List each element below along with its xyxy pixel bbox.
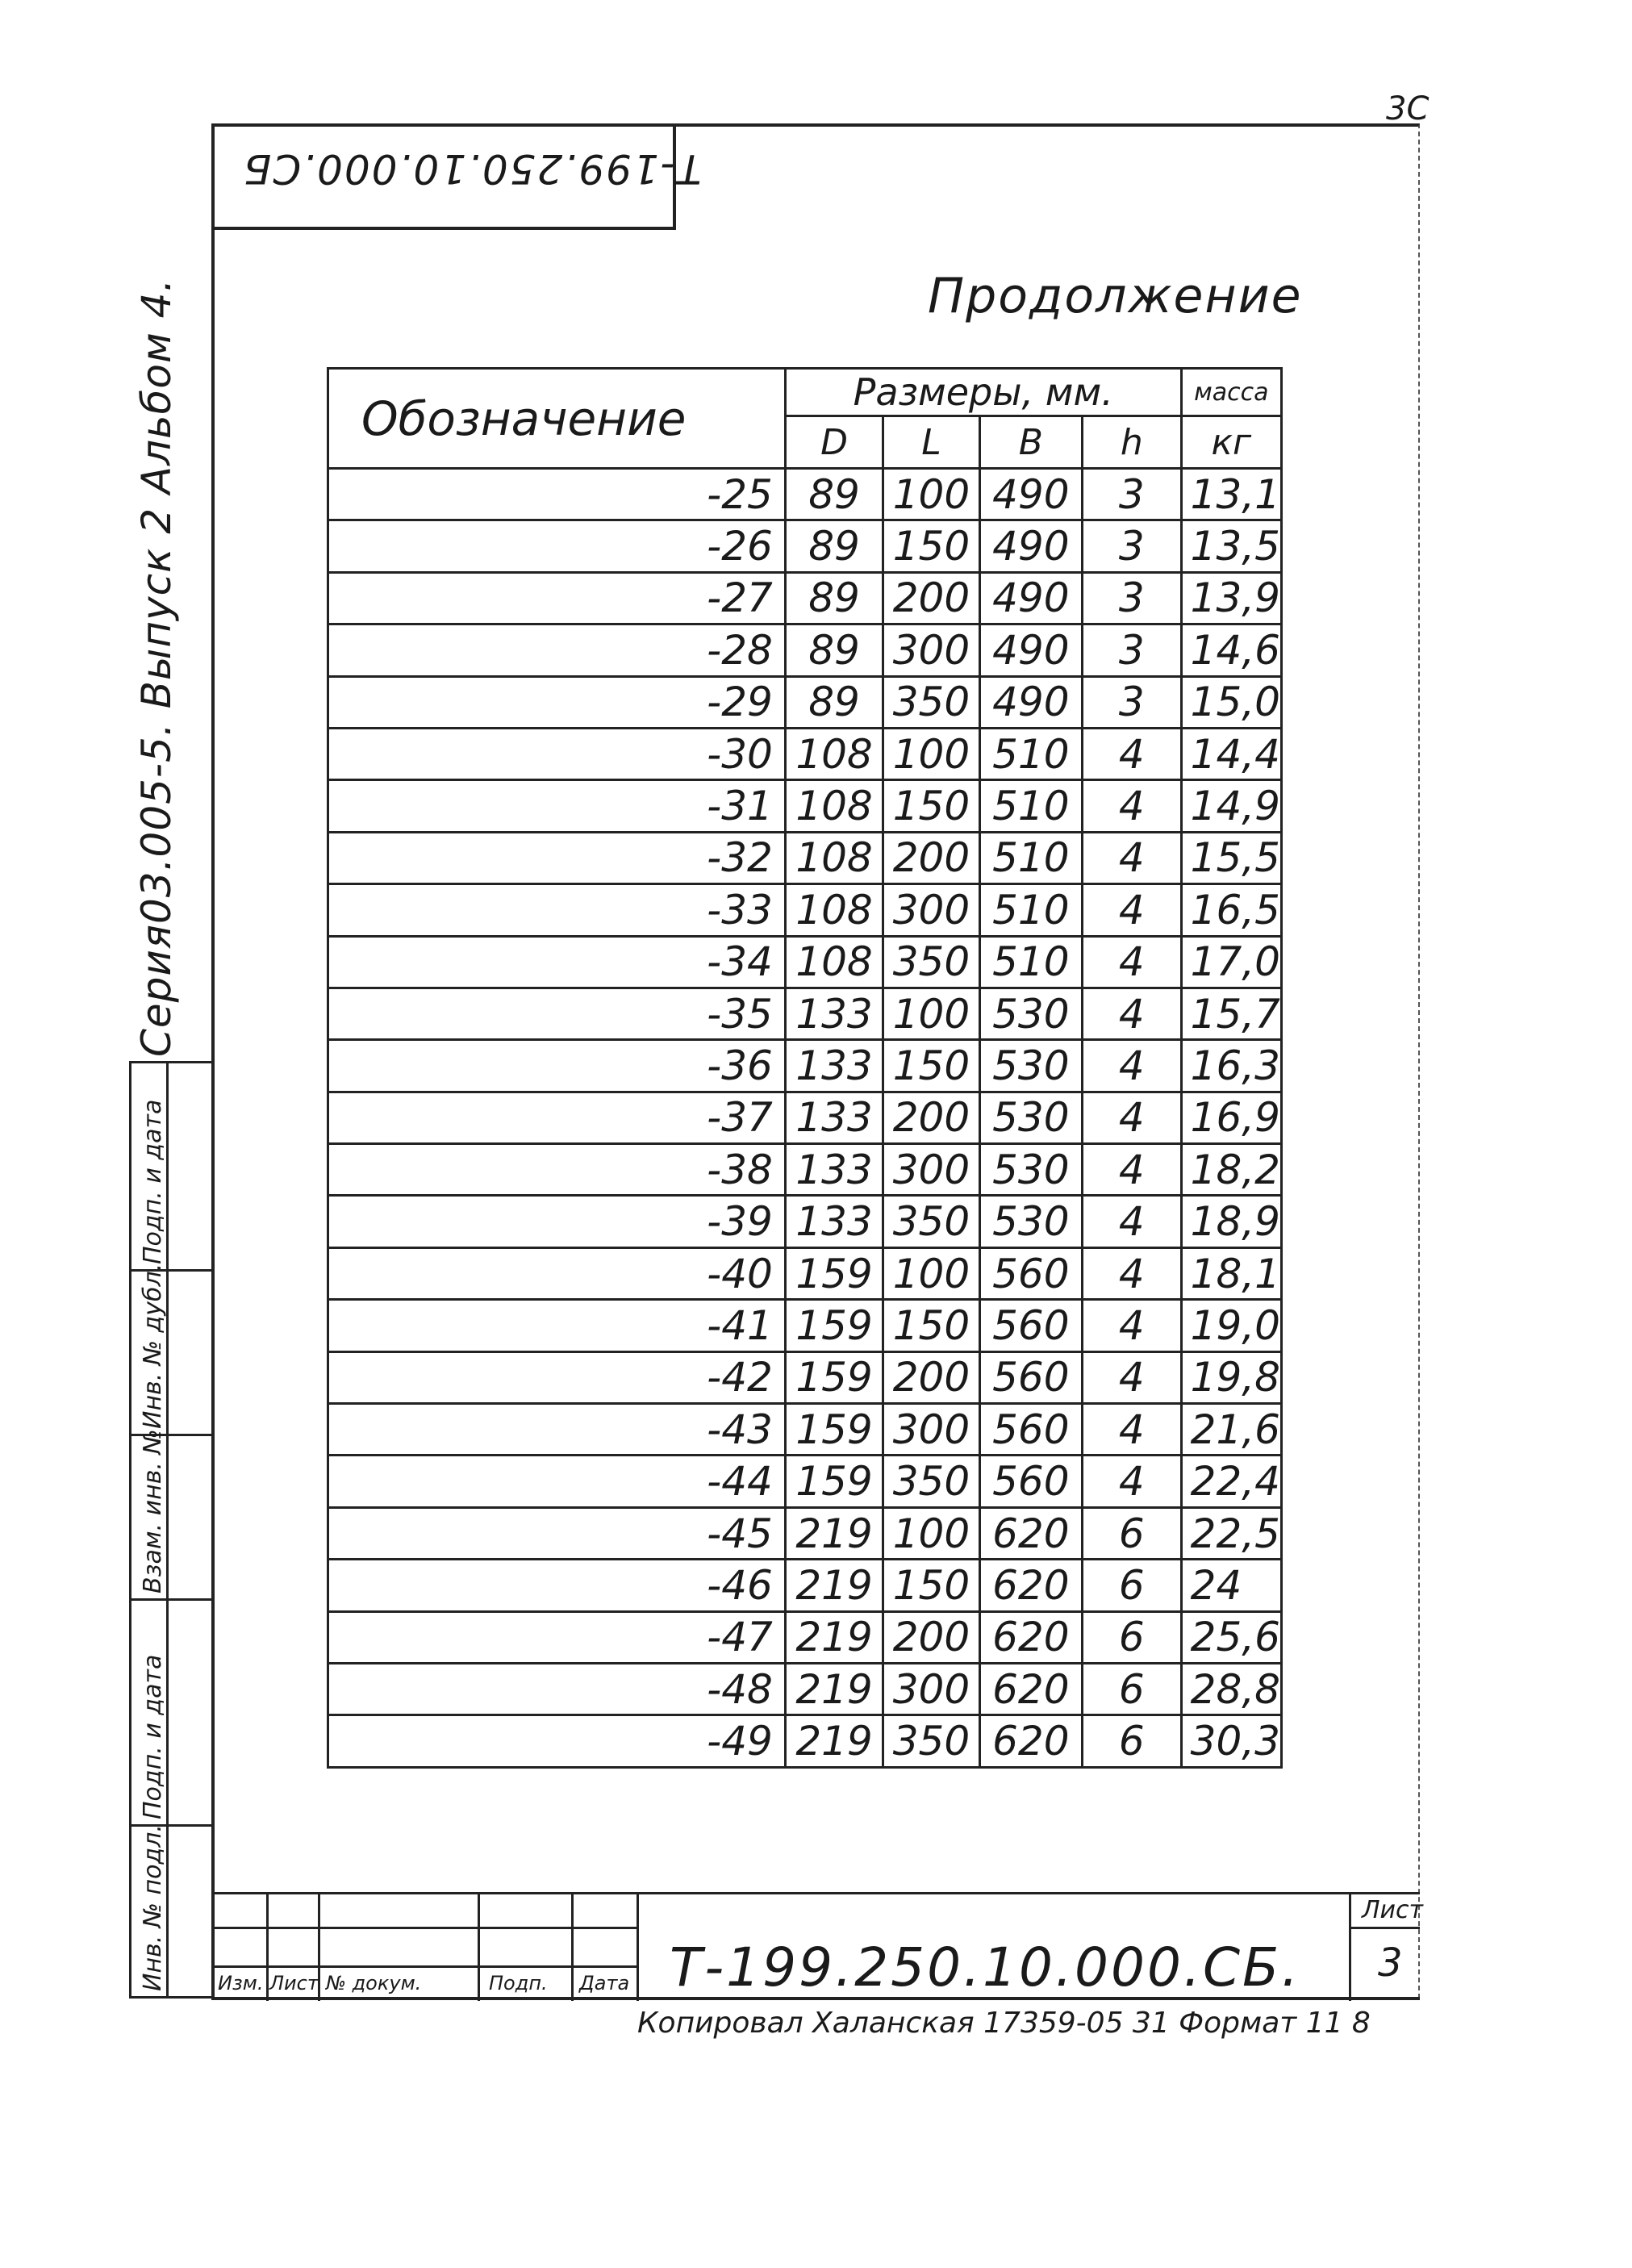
cell-d: 133	[785, 988, 883, 1039]
col-l-header: L	[883, 416, 979, 469]
cell-code: -39	[328, 1196, 786, 1247]
table-row	[328, 1144, 1282, 1196]
col-d-header: D	[785, 416, 883, 469]
cell-h: 4	[1082, 1351, 1181, 1403]
caption-date: Дата	[579, 1972, 630, 1994]
cell-b: 510	[979, 884, 1082, 936]
cell-code: -43	[328, 1404, 786, 1456]
cell-h: 3	[1082, 520, 1181, 572]
caption-sign: Подп.	[489, 1972, 548, 1994]
cell-mass: 24	[1181, 1560, 1281, 1611]
cell-code: -40	[328, 1247, 786, 1299]
cell-h: 4	[1082, 1040, 1181, 1092]
cell-code: -46	[328, 1560, 786, 1611]
cell-l: 150	[883, 780, 979, 832]
caption-izm: Изм.	[218, 1972, 264, 1994]
cell-mass: 19,8	[1181, 1351, 1281, 1403]
cell-code: -38	[328, 1144, 786, 1196]
cell-h: 4	[1082, 1144, 1181, 1196]
cell-l: 150	[883, 1300, 979, 1351]
table-row	[328, 1247, 1282, 1299]
cell-d: 108	[785, 884, 883, 936]
cell-d: 159	[785, 1456, 883, 1507]
cell-mass: 13,9	[1181, 572, 1281, 624]
cell-h: 4	[1082, 832, 1181, 883]
table-row	[328, 1715, 1282, 1767]
table-row	[328, 1092, 1282, 1143]
cell-code: -25	[328, 469, 786, 520]
cell-d: 89	[785, 572, 883, 624]
cell-code: -29	[328, 676, 786, 728]
table-row	[328, 1040, 1282, 1092]
document-number: Т-199.250.10.000.СБ.	[670, 1936, 1301, 1999]
cell-code: -41	[328, 1300, 786, 1351]
cell-b: 530	[979, 1092, 1082, 1143]
cell-mass: 16,5	[1181, 884, 1281, 936]
col-h-header: h	[1082, 416, 1181, 469]
table-row	[328, 572, 1282, 624]
cell-mass: 18,1	[1181, 1247, 1281, 1299]
cell-d: 89	[785, 520, 883, 572]
cell-code: -31	[328, 780, 786, 832]
cell-l: 100	[883, 988, 979, 1039]
cell-l: 300	[883, 1144, 979, 1196]
cell-d: 219	[785, 1560, 883, 1611]
cell-mass: 13,1	[1181, 469, 1281, 520]
cell-d: 159	[785, 1247, 883, 1299]
cell-b: 620	[979, 1611, 1082, 1663]
cell-d: 89	[785, 469, 883, 520]
cell-d: 159	[785, 1351, 883, 1403]
cell-h: 4	[1082, 1092, 1181, 1143]
side-label: Подп. и дата	[139, 1654, 167, 1819]
cell-h: 4	[1082, 936, 1181, 988]
cell-code: -37	[328, 1092, 786, 1143]
cell-l: 300	[883, 1404, 979, 1456]
cell-l: 300	[883, 884, 979, 936]
table-row	[328, 988, 1282, 1039]
cell-code: -30	[328, 728, 786, 779]
col-b-header: B	[979, 416, 1082, 469]
cell-l: 150	[883, 1560, 979, 1611]
cell-d: 108	[785, 832, 883, 883]
table-row	[328, 1196, 1282, 1247]
cell-mass: 22,5	[1181, 1507, 1281, 1559]
cell-code: -44	[328, 1456, 786, 1507]
caption-doc-number: № докум.	[326, 1972, 422, 1994]
designation-header: Обозначение	[328, 369, 786, 469]
cell-l: 100	[883, 1247, 979, 1299]
cell-b: 560	[979, 1404, 1082, 1456]
cell-code: -49	[328, 1715, 786, 1767]
cell-b: 510	[979, 780, 1082, 832]
cell-mass: 14,4	[1181, 728, 1281, 779]
table-row	[328, 1560, 1282, 1611]
cell-code: -35	[328, 988, 786, 1039]
cell-h: 3	[1082, 572, 1181, 624]
cell-l: 150	[883, 520, 979, 572]
cell-mass: 18,9	[1181, 1196, 1281, 1247]
caption-list: Лист	[269, 1972, 319, 1994]
cell-d: 133	[785, 1092, 883, 1143]
cell-h: 4	[1082, 884, 1181, 936]
cell-l: 350	[883, 1715, 979, 1767]
cell-h: 6	[1082, 1663, 1181, 1715]
cell-d: 159	[785, 1300, 883, 1351]
dimensions-header: Размеры, мм.	[785, 369, 1181, 416]
continuation-heading: Продолжение	[928, 268, 1303, 324]
cell-d: 108	[785, 936, 883, 988]
table-row	[328, 832, 1282, 883]
side-cell-orig-inv	[131, 1824, 212, 1996]
cell-h: 4	[1082, 1247, 1181, 1299]
cell-d: 89	[785, 624, 883, 676]
side-label: Инв. № дубл.	[139, 1263, 167, 1429]
cell-d: 219	[785, 1507, 883, 1559]
dimensions-table	[327, 367, 1283, 1769]
cell-d: 89	[785, 676, 883, 728]
cell-h: 6	[1082, 1611, 1181, 1663]
cell-code: -48	[328, 1663, 786, 1715]
cell-l: 200	[883, 1092, 979, 1143]
cell-code: -47	[328, 1611, 786, 1663]
cell-mass: 16,9	[1181, 1092, 1281, 1143]
side-stamp	[129, 1061, 211, 1999]
cell-mass: 15,0	[1181, 676, 1281, 728]
cell-l: 350	[883, 1456, 979, 1507]
cell-mass: 17,0	[1181, 936, 1281, 988]
cell-l: 200	[883, 1611, 979, 1663]
table-row	[328, 1456, 1282, 1507]
cell-d: 159	[785, 1404, 883, 1456]
cell-b: 620	[979, 1715, 1082, 1767]
cell-h: 3	[1082, 624, 1181, 676]
mass-unit-header: кг	[1181, 416, 1281, 469]
cell-h: 3	[1082, 469, 1181, 520]
cell-mass: 30,3	[1181, 1715, 1281, 1767]
cell-d: 133	[785, 1144, 883, 1196]
cell-l: 150	[883, 1040, 979, 1092]
table-row	[328, 469, 1282, 520]
table-row	[328, 1404, 1282, 1456]
table-row	[328, 1663, 1282, 1715]
cell-code: -26	[328, 520, 786, 572]
cell-b: 620	[979, 1507, 1082, 1559]
cell-b: 560	[979, 1300, 1082, 1351]
cell-h: 4	[1082, 1456, 1181, 1507]
cell-mass: 13,5	[1181, 520, 1281, 572]
cell-code: -45	[328, 1507, 786, 1559]
table-row	[328, 780, 1282, 832]
cell-mass: 14,6	[1181, 624, 1281, 676]
cell-l: 100	[883, 469, 979, 520]
cell-b: 530	[979, 988, 1082, 1039]
cell-b: 510	[979, 936, 1082, 988]
cell-mass: 25,6	[1181, 1611, 1281, 1663]
cell-code: -27	[328, 572, 786, 624]
table-row	[328, 1611, 1282, 1663]
cell-d: 133	[785, 1196, 883, 1247]
cell-code: -34	[328, 936, 786, 988]
cell-b: 620	[979, 1560, 1082, 1611]
corner-page-number: 3С	[1386, 90, 1430, 127]
cell-code: -32	[328, 832, 786, 883]
side-label: Взам. инв. №	[139, 1429, 167, 1593]
copy-footer: Копировал Халанская 17359-05 31 Формат 11 8	[637, 2007, 1371, 2040]
side-label: Подп. и дата	[139, 1099, 167, 1264]
side-cell-sign-date-2	[131, 1601, 212, 1827]
cell-b: 490	[979, 520, 1082, 572]
cell-b: 620	[979, 1663, 1082, 1715]
mass-header: масса	[1181, 369, 1281, 416]
cell-b: 510	[979, 832, 1082, 883]
cell-d: 108	[785, 780, 883, 832]
cell-l: 100	[883, 728, 979, 779]
table-row	[328, 1507, 1282, 1559]
cell-h: 6	[1082, 1715, 1181, 1767]
cell-b: 530	[979, 1144, 1082, 1196]
cell-b: 490	[979, 572, 1082, 624]
cell-mass: 22,4	[1181, 1456, 1281, 1507]
cell-b: 560	[979, 1247, 1082, 1299]
table-row	[328, 520, 1282, 572]
cell-mass: 19,0	[1181, 1300, 1281, 1351]
cell-l: 200	[883, 572, 979, 624]
cell-mass: 15,5	[1181, 832, 1281, 883]
cell-b: 560	[979, 1351, 1082, 1403]
table-row	[328, 728, 1282, 779]
side-cell-dup-inv	[131, 1263, 212, 1436]
sheet-number: 3	[1378, 1940, 1403, 1986]
cell-mass: 18,2	[1181, 1144, 1281, 1196]
cell-mass: 14,9	[1181, 780, 1281, 832]
cell-l: 350	[883, 936, 979, 988]
cell-b: 560	[979, 1456, 1082, 1507]
table-row	[328, 1351, 1282, 1403]
cell-d: 108	[785, 728, 883, 779]
cell-h: 4	[1082, 1300, 1181, 1351]
cell-b: 490	[979, 624, 1082, 676]
cell-code: -42	[328, 1351, 786, 1403]
cell-l: 350	[883, 1196, 979, 1247]
cell-mass: 15,7	[1181, 988, 1281, 1039]
table-row	[328, 936, 1282, 988]
cell-h: 4	[1082, 728, 1181, 779]
table-row	[328, 884, 1282, 936]
side-cell-sign-date-1	[131, 1063, 212, 1272]
cell-l: 300	[883, 624, 979, 676]
cell-mass: 28,8	[1181, 1663, 1281, 1715]
sheet-label: Лист	[1362, 1896, 1424, 1924]
table-row	[328, 1300, 1282, 1351]
cell-l: 200	[883, 1351, 979, 1403]
cell-h: 4	[1082, 780, 1181, 832]
cell-mass: 16,3	[1181, 1040, 1281, 1092]
table-row	[328, 676, 1282, 728]
cell-b: 510	[979, 728, 1082, 779]
cell-d: 219	[785, 1663, 883, 1715]
cell-l: 300	[883, 1663, 979, 1715]
cell-b: 530	[979, 1196, 1082, 1247]
cell-code: -36	[328, 1040, 786, 1092]
side-cell-replace-inv	[131, 1429, 212, 1601]
cell-b: 530	[979, 1040, 1082, 1092]
cell-l: 100	[883, 1507, 979, 1559]
cell-code: -33	[328, 884, 786, 936]
cell-d: 133	[785, 1040, 883, 1092]
cell-l: 200	[883, 832, 979, 883]
cell-h: 6	[1082, 1560, 1181, 1611]
cell-mass: 21,6	[1181, 1404, 1281, 1456]
cell-h: 3	[1082, 676, 1181, 728]
cell-d: 219	[785, 1611, 883, 1663]
table-row	[328, 624, 1282, 676]
side-label: Инв. № подл.	[139, 1824, 167, 1991]
cell-b: 490	[979, 469, 1082, 520]
series-label: Серия03.005-5. Выпуск 2 Альбом 4.	[133, 278, 180, 1057]
cell-l: 350	[883, 676, 979, 728]
cell-h: 4	[1082, 1404, 1181, 1456]
cell-h: 4	[1082, 1196, 1181, 1247]
cell-d: 219	[785, 1715, 883, 1767]
cell-h: 4	[1082, 988, 1181, 1039]
cell-h: 6	[1082, 1507, 1181, 1559]
cell-b: 490	[979, 676, 1082, 728]
cell-code: -28	[328, 624, 786, 676]
top-stamp-code: Т-199.250.10.000.СБ	[242, 145, 702, 192]
